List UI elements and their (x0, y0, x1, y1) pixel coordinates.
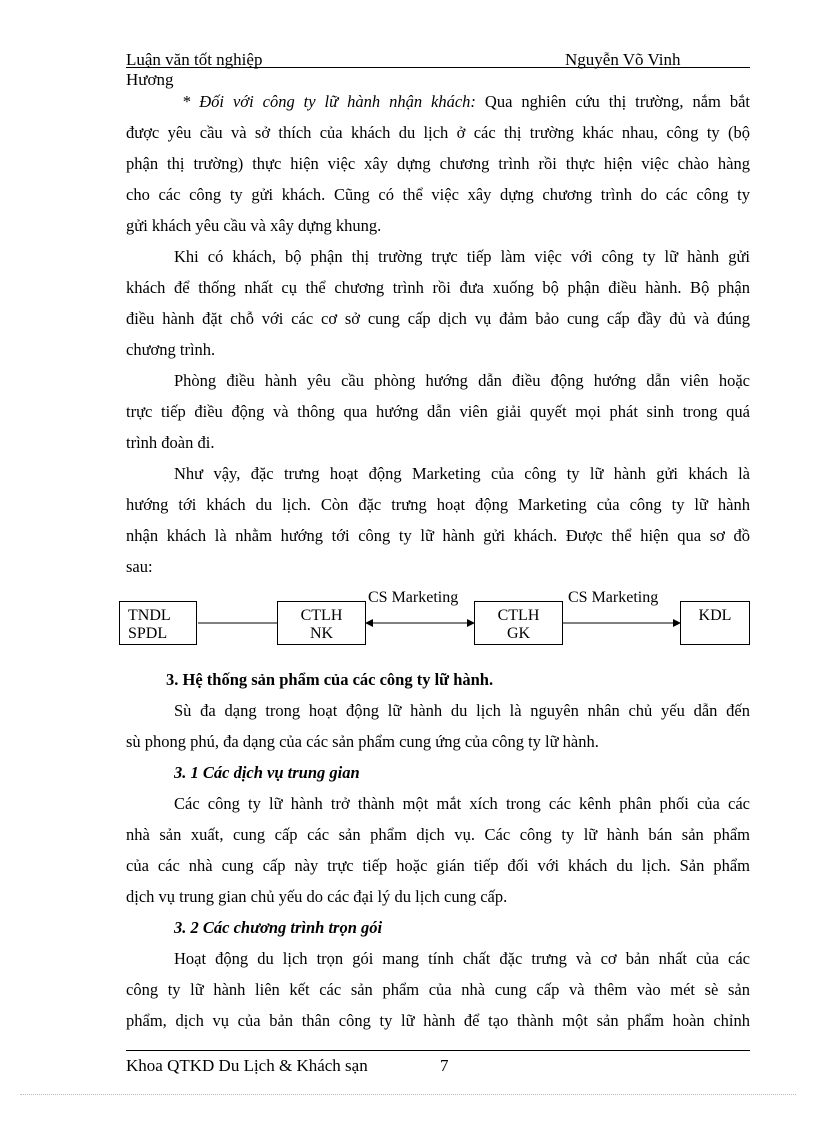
box-ctlh-nk: CTLH NK (277, 601, 366, 645)
header-left: Luận văn tốt nghiệp (126, 50, 263, 69)
box-tndl-spdl: TNDL SPDL (119, 601, 197, 645)
paragraph-1-line-1: * Đối với công ty lữ hành nhận khách: Qua nghiên cứu thị trường, nắm bắt (182, 92, 750, 111)
box-ctlh-gk: CTLH GK (474, 601, 563, 645)
paragraph-2-line-2: khách để thống nhất cụ thể chương trình rồi đưa xuống bộ phận điều hành. Bộ phận (126, 278, 750, 297)
section-3-heading: 3. Hệ thống sản phẩm của các công ty lữ hành. (166, 670, 494, 689)
paragraph-2-line-3: điều hành đặt chỗ với các cơ sở cung cấp dịch vụ đảm bảo cung cấp đầy đủ và đúng (126, 309, 750, 328)
section-3 (126, 664, 750, 1036)
subsection-3-2-line-3: phẩm, dịch vụ của bản thân công ty lữ hành để tạo thành một sản phẩm hoàn chỉnh (126, 1011, 750, 1030)
footer-faculty: Khoa QTKD Du Lịch & Khách sạn (126, 1056, 368, 1075)
paragraph-1-line-3: phận thị trường) thực hiện việc xây dựng chương trình rồi thực hiện việc chào hàng (126, 154, 750, 173)
paragraph-3-line-2: trực tiếp điều động và thông qua hướng dẫn viên giải quyết mọi phát sinh trong quá (126, 402, 750, 421)
paragraph-4-line-2: hướng tới khách du lịch. Còn đặc trưng hoạt động Marketing của công ty lữ hành (126, 495, 750, 514)
paragraph-1-label: * Đối với công ty lữ hành nhận khách: (182, 92, 476, 111)
subsection-3-1-line-1: Các công ty lữ hành trở thành một mắt xích trong các kênh phân phối của các (174, 794, 750, 813)
footer-rule (126, 1050, 750, 1051)
paragraph-1-line-5: gửi khách yêu cầu và xây dựng khung. (126, 216, 382, 235)
header-author-continuation: Hương (126, 70, 174, 89)
section-3-intro-line-2: sù phong phú, đa dạng của các sản phẩm cung ứng của công ty lữ hành. (126, 732, 599, 751)
subsection-3-2-line-1: Hoạt động du lịch trọn gói mang tính chất đặc trưng và cơ bản nhất của các (174, 949, 750, 968)
subsection-3-1-line-3: của các nhà cung cấp này trực tiếp hoặc gián tiếp đối với khách du lịch. Sản phẩm (126, 856, 750, 875)
paragraph-2-line-4: chương trình. (126, 340, 216, 359)
subsection-3-2-heading: 3. 2 Các chương trình trọn gói (174, 918, 383, 937)
subsection-3-1-line-2: nhà sản xuất, cung cấp các sản phẩm dịch vụ. Các công ty lữ hành bán sản phẩm (126, 825, 750, 844)
paragraph-1-line-4: cho các công ty gửi khách. Cũng có thể việc xây dựng chương trình do các công ty (126, 185, 750, 204)
paragraph-1-line-2: được yêu cầu và sở thích của khách du lịch ở các thị trường khác nhau, công ty (bộ (126, 123, 750, 142)
paragraph-2-line-1: Khi có khách, bộ phận thị trường trực tiếp làm việc với công ty lữ hành gửi (174, 247, 750, 266)
page-number: 7 (440, 1056, 449, 1075)
arrow-1-label: CS Marketing (368, 589, 459, 606)
paragraph-3-line-3: trình đoàn đi. (126, 433, 215, 452)
paragraph-4-line-1: Như vậy, đặc trưng hoạt động Marketing của công ty lữ hành gửi khách là (174, 464, 750, 483)
paragraph-4-line-3: nhận khách là nhằm hướng tới công ty lữ hành gửi khách. Được thể hiện qua sơ đồ (126, 526, 750, 545)
subsection-3-2-line-2: công ty lữ hành liên kết các sản phẩm của nhà cung cấp và thêm vào mét sè sản (126, 980, 750, 999)
paragraph-3-line-1: Phòng điều hành yêu cầu phòng hướng dẫn điều động hướng dẫn viên hoặc (174, 371, 750, 390)
arrow-2-label: CS Marketing (568, 589, 659, 606)
section-3-intro-line-1: Sù đa dạng trong hoạt động lữ hành du lịch là nguyên nhân chủ yếu dẫn đến (174, 701, 750, 720)
box-kdl: KDL (680, 601, 750, 645)
page-edge-divider (20, 1094, 796, 1095)
paragraph-4-line-4: sau: (126, 557, 153, 576)
subsection-3-1-line-4: dịch vụ trung gian chủ yếu do các đại lý du lịch cung cấp. (126, 887, 508, 906)
header-author: Nguyễn Võ Vinh (565, 50, 681, 69)
subsection-3-1-heading: 3. 1 Các dịch vụ trung gian (174, 763, 360, 782)
